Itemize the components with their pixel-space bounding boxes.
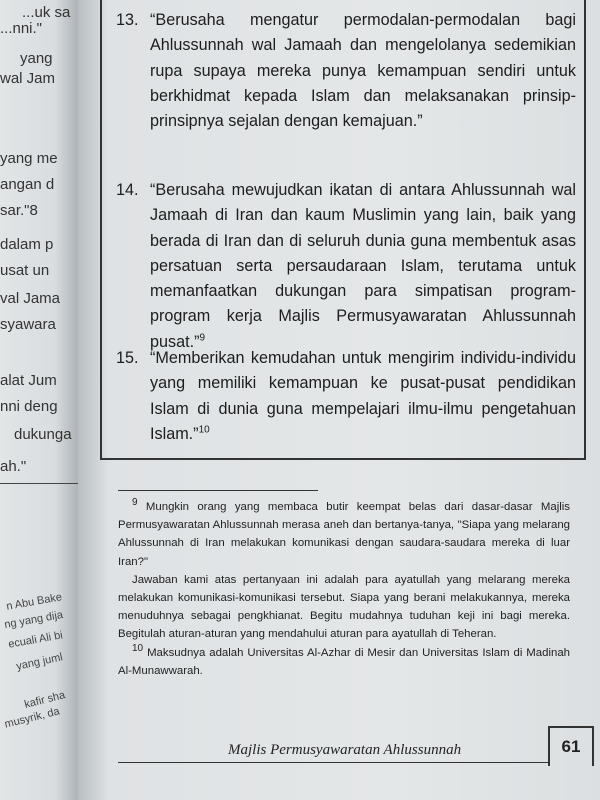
facing-text-line: dalam p (0, 236, 54, 253)
footnote-divider (118, 490, 318, 491)
item-text: “Berusaha mewujudkan ikatan di antara Ahlussunnah wal Jamaah di Iran dan kaum Muslimin yang lain, baik yang berada di Iran dan di seluruh dunia guna membentuk asas persatuan serta persaudaraan Islam, terutama untuk memanfaatkan dukungan para simpatisan program-program kerja Majlis Permusyawaratan Ahlussunnah pusat.” (150, 181, 576, 351)
facing-text-line: angan d (0, 176, 55, 193)
footnote-9-continued (118, 571, 570, 644)
item-number: 15. (116, 349, 139, 367)
footnote-text: Jawaban kami atas pertanyaan ini adalah para ayatullah yang melarang mereka melakukan komunikasi-komunikasi tersebut. Siapa yang berani melakukannya, mereka menuduhnya sebagai pengkhianat. Begitu mudahnya tuduhan keji ini bagi mereka. Begitulah aturan-aturan yang mendahului aturan para ayatullah di Teheran. (118, 573, 570, 641)
facing-text-line: yang me (0, 150, 58, 167)
facing-text-line: ...uk sa (22, 4, 71, 21)
list-item-15 (116, 346, 576, 447)
facing-text-line: yang (20, 50, 53, 67)
facing-page (0, 0, 78, 800)
footnote-text: Maksudnya adalah Universitas Al-Azhar di Mesir dan Universitas Islam di Madinah Al-Munawwarah. (118, 646, 570, 677)
facing-footnote-line: ecuali Ali bi (7, 629, 64, 651)
bordered-list-box (100, 0, 586, 460)
footer-rule (118, 762, 548, 763)
list-item-13 (116, 8, 576, 134)
facing-rule (0, 483, 78, 484)
footnote-ref: 10 (198, 424, 210, 436)
facing-text-line: nni deng (0, 398, 58, 415)
facing-footnote-line: yang juml (15, 651, 64, 673)
facing-text-line: dukunga (14, 426, 72, 443)
facing-text-line: usat un (0, 262, 50, 279)
facing-text-line: val Jama (0, 290, 61, 307)
item-text: “Berusaha mengatur permodalan-permodalan bagi Ahlussunnah wal Jamaah dan mengelolanya sedemikian rupa supaya mereka punya kemampuan sendiri untuk berkhidmat kepada Islam dan melaksanakan prinsip-prinsipnya sejalan dengan kemajuan.” (150, 11, 576, 131)
facing-text-line: wal Jam (0, 70, 56, 87)
book-page (78, 0, 600, 800)
footnote-9 (118, 498, 570, 571)
facing-footnote-line: musyrik, da (3, 705, 61, 731)
footnote-marker: 10 (132, 642, 144, 654)
item-text: “Memberikan kemudahan untuk mengirim individu-individu yang memiliki kemampuan ke pusat-pusat pendidikan Islam di dunia guna mempelajari ilmu-ilmu pengetahuan Islam.” (150, 349, 576, 443)
facing-footnote-line: kafir sha (23, 689, 67, 711)
facing-text-line: ...nni." (0, 20, 43, 37)
footnote-ref: 9 (199, 332, 206, 344)
footnote-10 (118, 644, 570, 680)
facing-footnote-line: n Abu Bake (5, 591, 63, 613)
footnotes (118, 498, 570, 680)
facing-text-line: syawara (0, 316, 56, 333)
item-number: 13. (116, 11, 139, 29)
item-number: 14. (116, 181, 139, 199)
running-footer-title: Majlis Permusyawaratan Ahlussunnah (228, 742, 462, 758)
footnote-text: Mungkin orang yang membaca butir keempat belas dari dasar-dasar Majlis Permusyawaratan Ahlussunnah merasa aneh dan bertanya-tanya, "Siapa yang melarang Ahlussunnah di Iran melakukan komunikasi dengan saudara-saudara mereka di luar Iran?" (118, 501, 570, 568)
facing-footnote-line: ng yang dija (3, 608, 64, 632)
page-number: 61 (548, 726, 594, 766)
facing-text-line: alat Jum (0, 372, 57, 389)
list-item-14 (116, 178, 576, 355)
footnote-marker: 9 (132, 497, 138, 509)
facing-text-line: ah." (0, 458, 27, 475)
facing-text-line: sar."8 (0, 202, 38, 219)
